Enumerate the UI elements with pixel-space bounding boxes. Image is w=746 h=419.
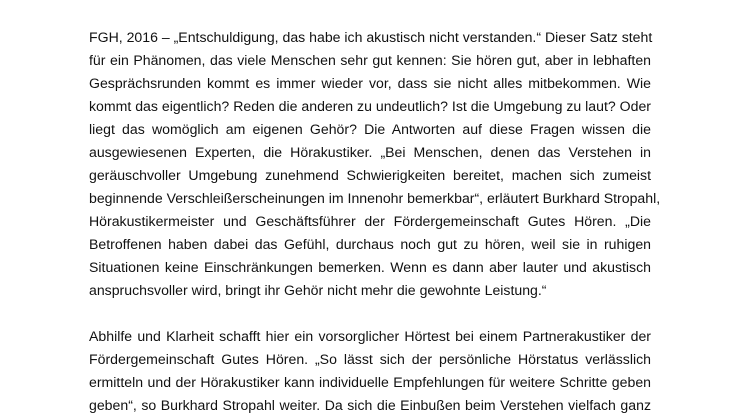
text-line: geräuschvoller Umgebung zunehmend Schwierigkeiten bereitet, machen sich zumeist xyxy=(89,167,651,183)
text-line: beginnende Verschleißerscheinungen im Innenohr bemerkbar“, erläutert Burkhard Stropahl, xyxy=(89,190,661,206)
text-line: Situationen keine Einschränkungen bemerken. Wenn es dann aber lauter und akustisch xyxy=(89,259,651,275)
text-line: geben“, so Burkhard Stropahl weiter. Da sich die Einbußen beim Verstehen vielfach ganz xyxy=(89,397,651,413)
paragraph-2 xyxy=(89,325,651,417)
text-line: FGH, 2016 – „Entschuldigung, das habe ich akustisch nicht verstanden.“ Dieser Satz steht xyxy=(89,29,653,45)
text-line: ermitteln und der Hörakustiker kann individuelle Empfehlungen für weitere Schritte geben xyxy=(89,374,651,390)
paragraph-spacer xyxy=(89,302,651,325)
text-line: ausgewiesenen Experten, die Hörakustiker. „Bei Menschen, denen das Verstehen in xyxy=(89,144,651,160)
text-line: Abhilfe und Klarheit schafft hier ein vorsorglicher Hörtest bei einem Partnerakustiker der xyxy=(89,328,651,344)
document-page xyxy=(89,26,661,417)
text-line: für ein Phänomen, das viele Menschen sehr gut kennen: Sie hören gut, aber in lebhaften xyxy=(89,52,651,68)
text-line: kommt das eigentlich? Reden die anderen zu undeutlich? Ist die Umgebung zu laut? Oder xyxy=(89,98,651,114)
text-line: Betroffenen haben dabei das Gefühl, durchaus noch gut zu hören, weil sie in ruhigen xyxy=(89,236,651,252)
text-line: Gesprächsrunden kommt es immer wieder vor, dass sie nicht alles mitbekommen. Wie xyxy=(89,75,651,91)
paragraph-1 xyxy=(89,26,661,302)
text-line: liegt das womöglich am eigenen Gehör? Die Antworten auf diese Fragen wissen die xyxy=(89,121,651,137)
text-line: anspruchsvoller wird, bringt ihr Gehör nicht mehr die gewohnte Leistung.“ xyxy=(89,282,547,298)
text-line: Fördergemeinschaft Gutes Hören. „So lässt sich der persönliche Hörstatus verlässlich xyxy=(89,351,651,367)
text-line: Hörakustikermeister und Geschäftsführer der Fördergemeinschaft Gutes Hören. „Die xyxy=(89,213,651,229)
